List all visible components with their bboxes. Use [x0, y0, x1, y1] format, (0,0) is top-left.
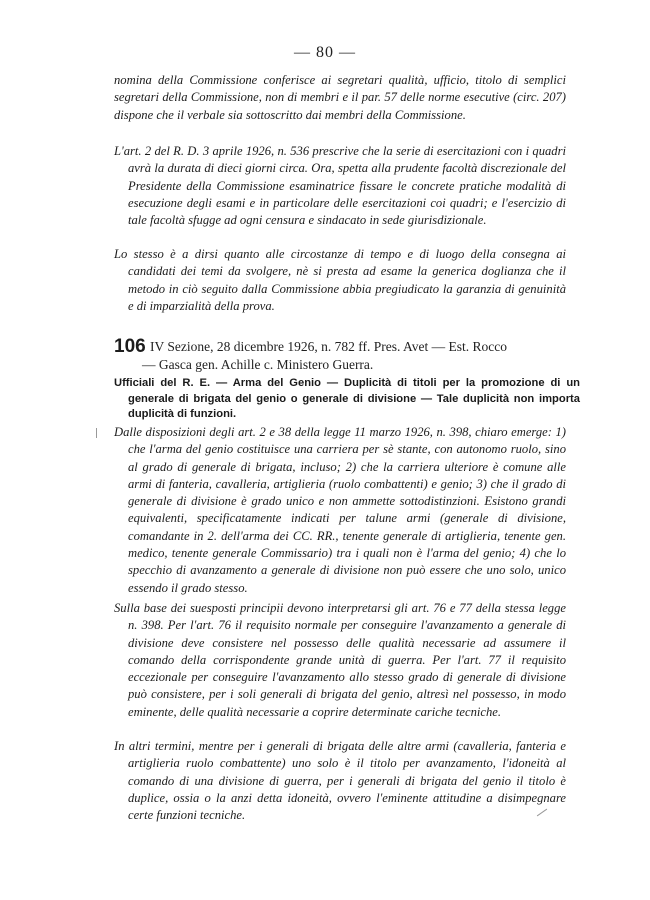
paragraph-4: Dalle disposizioni degli art. 2 e 38 della legge 11 marzo 1926, n. 398, chiaro emerge: 1) che l'arma del genio costituisce una carriera per sè stante, con autonomo ruolo, sino al grado di generale di brigata, incluso; 2) che la carriera ulteriore è comune alle armi di fanteria, cavalleria, artiglieria (ruolo combattenti) e genio; 3) che il grado di generale di divisione è grado unico e non ammette sottodistinzioni. Esistono grandi equivalenti, specificatamente indicati per talune armi (generale di divisione, comandante in 2. dell'arma dei CC. RR., tenente generale di artiglieria, tenente gen. medico, tenente generale Commissario) tra i quali non è l'arma del genio; 4) che lo specchio di avanzamento a generale di divisione non può essere che uno solo, unico essendo il grado stesso. — [114, 425, 566, 595]
paragraph-1: nomina della Commissione conferisce ai segretari qualità, ufficio, titolo di semplici segretari della Commissione, non di membri e il par. 57 delle norme esecutive (circ. 207) dispone che il verbale sia sottoscritto dai membri della Commissione. — [114, 73, 566, 122]
paragraph-3: Lo stesso è a dirsi quanto alle circostanze di tempo e di luogo della consegna ai candidati dei temi da svolgere, nè si presta ad esame la generica doglianza che il metodo in ciò seguito dalla Commissione abbia pregiudicato la garanzia di genuinità e di imparzialità della prova. — [114, 247, 566, 313]
case-citation-line-2: — Gasca gen. Achille c. Ministero Guerra. — [142, 357, 374, 372]
paragraph-art2 — [114, 143, 566, 229]
paragraph-continuation — [114, 72, 566, 124]
paragraph-5: Sulla base dei suesposti principii devono interpretarsi gli art. 76 e 77 della stessa legge n. 398. Per l'art. 76 il requisito normale per conseguire l'avanzamento a generale di divisione deve consistere nel possesso delle qualità necessarie ad assumere il comando della corrispondente grande unità di guerra. Per l'art. 77 il requisito eccezionale per conseguire l'avanzamento allo stesso grado di generale di divisione può consistere, per i soli generali di brigata del genio, altresì nel possesso, in modo eminente, delle qualità necessarie a coprire determinate cariche tecniche. — [114, 601, 566, 719]
case-citation-line-1: IV Sezione, 28 dicembre 1926, n. 782 ff. Pres. Avet — Est. Rocco — [150, 339, 507, 354]
page-number: — 80 — — [294, 44, 356, 61]
paragraph-in-altri-termini — [114, 738, 566, 824]
margin-mark — [96, 428, 97, 438]
paragraph-2: L'art. 2 del R. D. 3 aprile 1926, n. 536 prescrive che la serie di esercitazioni con i quadri avrà la durata di dieci giorni circa. Ora, spetta alla prudente facoltà discrezionale del Presidente della Commissione esaminatrice fissare le concrete pratiche modalità di esecuzione degli esami e in particolare delle esercitazioni coi quadri; e l'esercizio di tale facoltà sfugge ad ogni censura e sindacato in sede giurisdizionale. — [114, 144, 566, 228]
case-number: 106 — [114, 336, 146, 357]
paragraph-sulla-base — [114, 600, 566, 721]
paragraph-lo-stesso — [114, 246, 566, 315]
paragraph-dalle-disposizioni — [114, 424, 566, 597]
paragraph-6: In altri termini, mentre per i generali di brigata delle altre armi (cavalleria, fanteria e artiglieria ruolo combattente) uno solo è il titolo per avanzamento, l'idoneità al comando di una divisione di guerra, per i generali di brigata del genio il titolo è duplice, ossia o la anzi detta idoneità, ovvero l'eminente attitudine a disimpegnare certe funzioni tecniche. — [114, 739, 566, 823]
case-abstract: Ufficiali del R. E. — Arma del Genio — Duplicità di titoli per la promozione di un generale di brigata del genio o generale di divisione — Tale duplicità non importa duplicità di funzioni. — [114, 377, 580, 421]
